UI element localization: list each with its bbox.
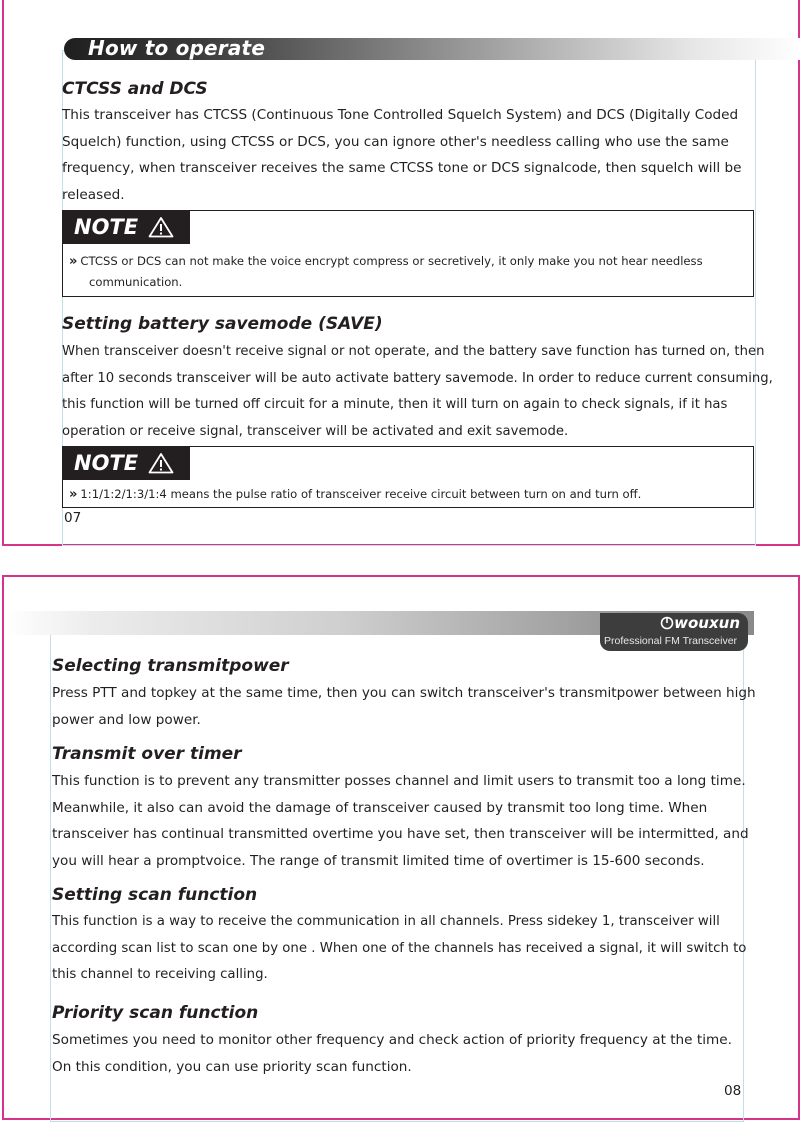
- note-text: [69, 251, 749, 292]
- text-line: this function will be turned off circuit for a minute, then it will turn on again to check signals, if it has: [62, 397, 728, 412]
- text-line: Meanwhile, it also can avoid the damage of transceiver caused by transmit too long time. When: [52, 799, 708, 816]
- paragraph-transmit-over-timer: [52, 768, 772, 874]
- heading-battery-savemode: Setting battery savemode (SAVE): [62, 314, 383, 334]
- manual-page-08: [2, 575, 800, 1120]
- text-line: Squelch) function, using CTCSS or DCS, you can ignore other's needless calling who use the same: [62, 133, 729, 150]
- heading-priority-scan: Priority scan function: [52, 1003, 259, 1023]
- chevron-right-icon: »: [69, 254, 78, 269]
- paragraph-ctcss-dcs: [62, 102, 772, 208]
- paragraph-scan-function: [52, 909, 792, 989]
- warning-icon: [148, 452, 174, 474]
- text-line: Press PTT and topkey at the same time, then you can switch transceiver's transmitpower between high: [52, 685, 756, 701]
- note-label: NOTE: [62, 210, 190, 244]
- paragraph-battery-savemode: [62, 339, 794, 445]
- brand-tagline: Professional FM Transceiver: [604, 635, 738, 647]
- page-title: How to operate: [88, 36, 266, 60]
- chevron-right-icon: »: [69, 487, 78, 502]
- text-line: after 10 seconds transceiver will be auto activate battery savemode. In order to reduce current consuming,: [62, 370, 773, 386]
- text-line: frequency, when transceiver receives the same CTCSS tone or DCS signalcode, then squelch will be: [62, 160, 742, 176]
- brand-badge: [600, 613, 748, 651]
- brand-logo: wouxun: [660, 614, 740, 632]
- text-line: according scan list to scan one by one . When one of the channels has received a signal, it will switch to: [52, 940, 747, 956]
- text-line: power and low power.: [52, 711, 201, 728]
- note-label: NOTE: [62, 446, 190, 480]
- text-line: you will hear a promptvoice. The range of transmit limited time of overtimer is 15-600 seconds.: [52, 852, 705, 869]
- text-line: operation or receive signal, transceiver will be activated and exit savemode.: [62, 423, 569, 439]
- heading-transmitpower: Selecting transmitpower: [52, 656, 289, 676]
- text-line: On this condition, you can use priority scan function.: [52, 1058, 412, 1075]
- text-line: This function is a way to receive the communication in all channels. Press sidekey 1, transceiver will: [52, 914, 720, 929]
- paragraph-transmitpower: [52, 680, 772, 733]
- text-line: When transceiver doesn't receive signal or not operate, and the battery save function has turned on, then: [62, 344, 765, 359]
- heading-scan-function: Setting scan function: [52, 885, 258, 905]
- page-number: 08: [724, 1083, 742, 1099]
- heading-transmit-over-timer: Transmit over timer: [52, 744, 242, 764]
- text-line: this channel to receiving calling.: [52, 967, 268, 982]
- manual-page-07: [2, 0, 800, 546]
- text-line: This function is to prevent any transmitter posses channel and limit users to transmit too a long time.: [52, 773, 746, 789]
- brand-mark-icon: [660, 616, 674, 630]
- warning-icon: [148, 216, 174, 238]
- text-line: communication.: [89, 275, 183, 289]
- text-line: transceiver has continual transmitted overtime you have set, then transceiver will be intermitted, and: [52, 826, 749, 842]
- page-number: 07: [64, 510, 82, 526]
- text-line: Sometimes you need to monitor other frequency and check action of priority frequency at the time.: [52, 1032, 732, 1048]
- note-box-savemode: [62, 446, 754, 508]
- heading-ctcss-dcs: CTCSS and DCS: [62, 79, 208, 99]
- text-line: This transceiver has CTCSS (Continuous Tone Controlled Squelch System) and DCS (Digitally Coded: [62, 107, 739, 123]
- paragraph-priority-scan: [52, 1027, 772, 1080]
- note-text: [69, 484, 749, 505]
- note-box-ctcss: [62, 210, 754, 297]
- text-line: 1:1/1:2/1:3/1:4 means the pulse ratio of transceiver receive circuit between turn on and turn off.: [80, 487, 642, 501]
- text-line: CTCSS or DCS can not make the voice encrypt compress or secretively, it only make you not hear needless: [80, 254, 703, 268]
- text-line: released.: [62, 186, 125, 203]
